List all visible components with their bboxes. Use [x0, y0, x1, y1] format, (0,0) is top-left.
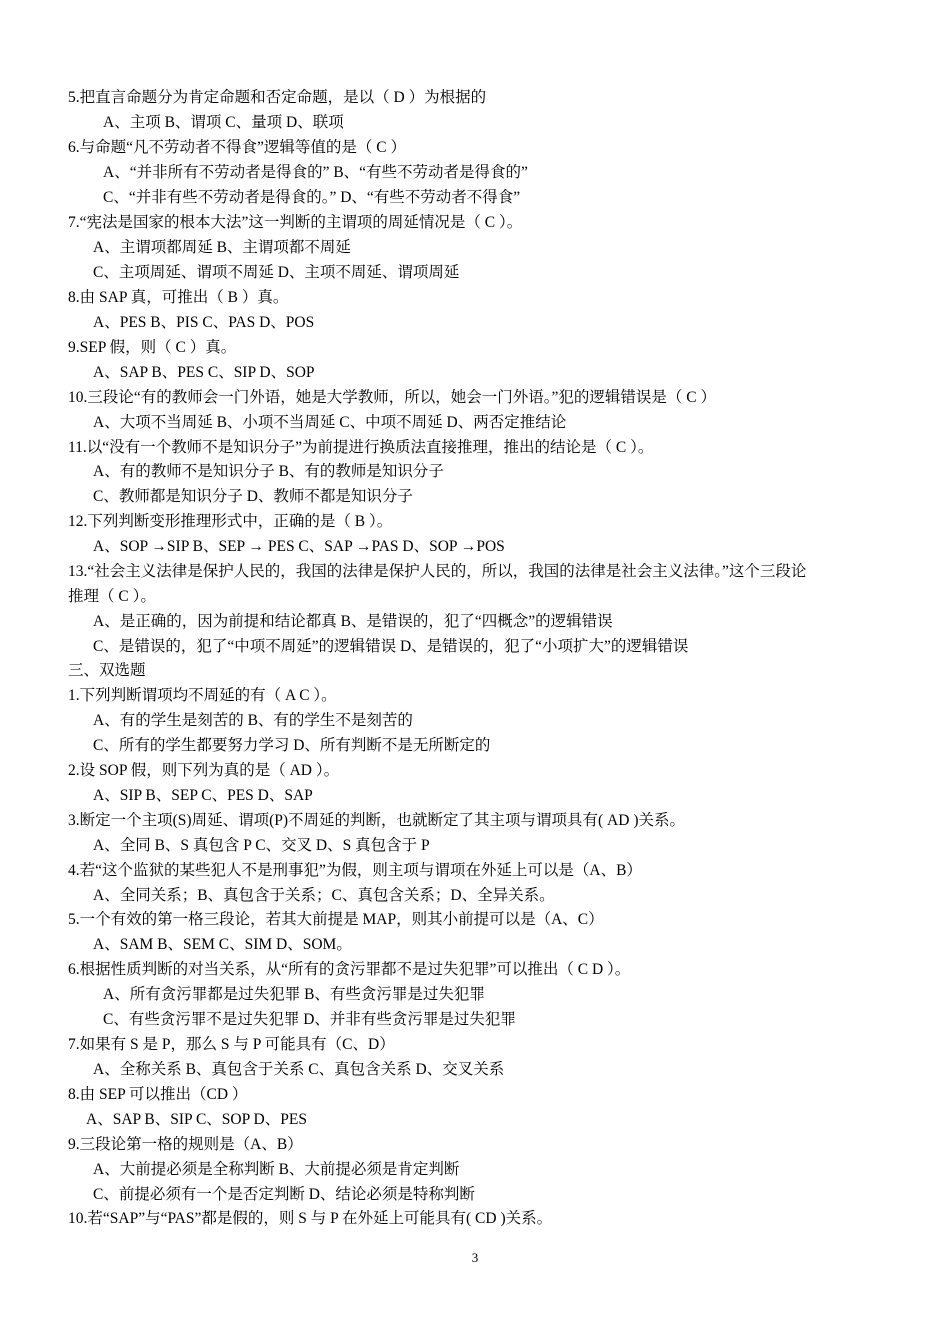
text-line: C、教师都是知识分子 D、教师不都是知识分子: [93, 488, 413, 505]
text-line: 4.若“这个监狱的某些犯人不是刑事犯”为假，则主项与谓项在外延上可以是（A、B）: [68, 862, 642, 879]
text-line: 三、双选题: [68, 662, 146, 679]
text-line: C、“并非有些不劳动者是得食的。” D、“有些不劳动者不得食”: [103, 189, 521, 206]
text-line: 3.断定一个主项(S)周延、谓项(P)不周延的判断，也就断定了其主项与谓项具有( AD )关系。: [68, 812, 685, 829]
text-line: A、主谓项都周延 B、主谓项都不周延: [93, 239, 351, 256]
text-line: A、全同 B、S 真包含 P C、交叉 D、S 真包含于 P: [93, 837, 430, 854]
text-line: C、有些贪污罪不是过失犯罪 D、并非有些贪污罪是过失犯罪: [103, 1011, 516, 1028]
text-line: 6.根据性质判断的对当关系，从“所有的贪污罪都不是过失犯罪”可以推出（ C D ）。: [68, 961, 631, 978]
text-line: A、SAM B、SEM C、SIM D、SOM。: [93, 936, 352, 953]
text-line: 8.由 SEP 可以推出（CD ）: [68, 1086, 248, 1103]
text-line: 7.如果有 S 是 P，那么 S 与 P 可能具有（C、D）: [68, 1036, 395, 1053]
page-number: 3: [471, 1250, 479, 1265]
text-line: A、大前提必须是全称判断 B、大前提必须是肯定判断: [93, 1161, 460, 1178]
text-line: 12.下列判断变形推理形式中，正确的是（ B ）。: [68, 513, 393, 530]
text-line: 7.“宪法是国家的根本大法”这一判断的主谓项的周延情况是（ C ）。: [68, 214, 523, 231]
text-line: 9.三段论第一格的规则是（A、B）: [68, 1136, 303, 1153]
text-line: 6.与命题“凡不劳动者不得食”逻辑等值的是（ C ）: [68, 139, 406, 156]
text-line: 5.一个有效的第一格三段论，若其大前提是 MAP，则其小前提可以是（A、C）: [68, 911, 604, 928]
text-line: 13.“社会主义法律是保护人民的，我国的法律是保护人民的，所以，我国的法律是社会主义法律。”这个三段论: [68, 563, 807, 580]
text-line: A、SAP B、PES C、SIP D、SOP: [93, 364, 315, 381]
text-line: C、主项周延、谓项不周延 D、主项不周延、谓项周延: [93, 264, 460, 281]
text-line: 10.三段论“有的教师会一门外语，她是大学教师，所以，她会一门外语。”犯的逻辑错误是（ C ）: [68, 389, 716, 406]
text-line: A、所有贪污罪都是过失犯罪 B、有些贪污罪是过失犯罪: [103, 986, 485, 1003]
text-line: C、所有的学生都要努力学习 D、所有判断不是无所断定的: [93, 737, 491, 754]
text-line: A、大项不当周延 B、小项不当周延 C、中项不周延 D、两否定推结论: [93, 414, 567, 431]
text-line: A、全称关系 B、真包含于关系 C、真包含关系 D、交叉关系: [93, 1061, 505, 1078]
text-line: A、SOP →SIP B、SEP → PES C、SAP →PAS D、SOP →POS: [93, 538, 505, 555]
text-line: A、SAP B、SIP C、SOP D、PES: [86, 1111, 307, 1128]
text-line: A、有的教师不是知识分子 B、有的教师是知识分子: [93, 463, 444, 480]
text-line: A、PES B、PIS C、PAS D、POS: [93, 314, 315, 331]
text-line: 1.下列判断谓项均不周延的有（ A C ）。: [68, 687, 337, 704]
text-line: C、是错误的，犯了“中项不周延”的逻辑错误 D、是错误的，犯了“小项扩大”的逻辑错误: [93, 638, 689, 655]
text-line: A、有的学生是刻苦的 B、有的学生不是刻苦的: [93, 712, 413, 729]
text-line: 2.设 SOP 假，则下列为真的是（ AD ）。: [68, 762, 340, 779]
text-line: 8.由 SAP 真，可推出（ B ）真。: [68, 289, 289, 306]
text-line: 5.把直言命题分为肯定命题和否定命题，是以（ D ）为根据的: [68, 89, 487, 106]
text-line: A、“并非所有不劳动者是得食的” B、“有些不劳动者是得食的”: [103, 164, 528, 181]
text-line: C、前提必须有一个是否定判断 D、结论必须是特称判断: [93, 1186, 475, 1203]
text-line: 10.若“SAP”与“PAS”都是假的，则 S 与 P 在外延上可能具有( CD )关系。: [68, 1210, 553, 1227]
text-line: A、主项 B、谓项 C、量项 D、联项: [103, 114, 344, 131]
text-line: A、SIP B、SEP C、PES D、SAP: [93, 787, 313, 804]
text-line: 9.SEP 假，则（ C ）真。: [68, 339, 237, 356]
text-line: A、全同关系；B、真包含于关系；C、真包含关系；D、全异关系。: [93, 887, 555, 904]
text-line: A、是正确的，因为前提和结论都真 B、是错误的，犯了“四概念”的逻辑错误: [93, 613, 613, 630]
text-line: 推理（ C ）。: [68, 588, 156, 605]
text-line: 11.以“没有一个教师不是知识分子”为前提进行换质法直接推理，推出的结论是（ C ）。: [68, 439, 654, 456]
